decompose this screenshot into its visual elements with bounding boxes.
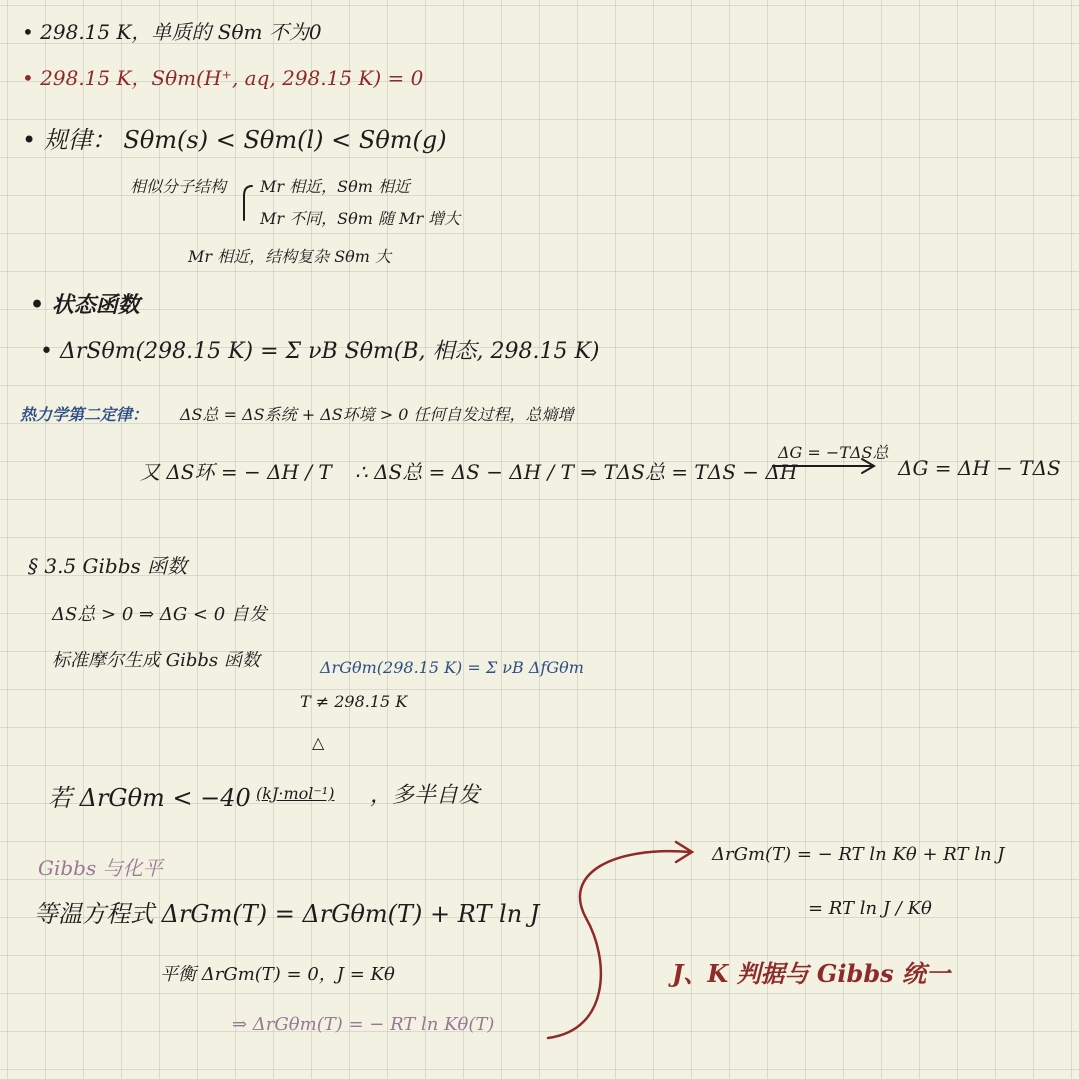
- note-surroundings-entropy: 又 ΔS环 = − ΔH / T: [140, 460, 332, 484]
- note-triangle-mark: △: [312, 733, 325, 752]
- note-similar-mr: Mr 相近，Sθm 相近: [260, 177, 410, 196]
- note-similar-structure: 相似分子结构: [130, 177, 227, 196]
- note-isotherm-ratio: = RT ln J / Kθ: [808, 898, 932, 919]
- note-nonstandard-temperature: T ≠ 298.15 K: [300, 692, 408, 711]
- note-reaction-entropy-formula: • ΔrSθm(298.15 K) = Σ νB Sθm(B, 相态, 298.15 K): [40, 339, 600, 364]
- note-gibbs-definition: ΔG = ΔH − TΔS: [898, 456, 1061, 480]
- note-equilibrium-condition: 平衡 ΔrGm(T) = 0，J = Kθ: [160, 964, 395, 985]
- note-gibbs-unit: (kJ·mol⁻¹): [256, 784, 335, 803]
- note-mostly-spontaneous: ，多半自发: [370, 783, 481, 808]
- note-line-entropy-rule: • 规律： Sθm(s) < Sθm(l) < Sθm(g): [22, 126, 447, 154]
- note-gibbs-threshold: 若 ΔrGθm < −40: [48, 784, 251, 812]
- note-standard-gibbs-equilibrium: ⇒ ΔrGθm(T) = − RT ln Kθ(T): [232, 1014, 495, 1035]
- note-section-gibbs-function: § 3.5 Gibbs 函数: [28, 554, 188, 578]
- note-isotherm-equation: 等温方程式 ΔrGm(T) = ΔrGθm(T) + RT ln J: [34, 900, 540, 928]
- note-gibbs-equilibrium-heading: Gibbs 与化平: [38, 856, 163, 880]
- note-second-law-heading: 热力学第二定律：: [20, 405, 149, 424]
- note-second-law-formula: ΔS总 = ΔS系统 + ΔS环境 > 0 任何自发过程，总熵增: [180, 405, 574, 424]
- note-jk-criterion-unified: J、K 判据与 Gibbs 统一: [672, 959, 950, 988]
- note-arrow-label: ΔG = −TΔS总: [778, 443, 889, 462]
- note-line-standard-entropy-elements: • 298.15 K，单质的 Sθm 不为0: [22, 20, 322, 44]
- bracket-stroke: [244, 186, 252, 220]
- note-total-entropy-derivation: ∴ ΔS总 = ΔS − ΔH / T ⇒ TΔS总 = TΔS − ΔH: [355, 460, 798, 484]
- note-different-mr: Mr 不同，Sθm 随 Mr 增大: [260, 209, 461, 228]
- note-isotherm-expanded: ΔrGm(T) = − RT ln Kθ + RT ln J: [712, 844, 1005, 865]
- note-line-hydrogen-ion-entropy: • 298.15 K，Sθm(H⁺, aq, 298.15 K) = 0: [22, 66, 424, 90]
- note-standard-formation-gibbs: 标准摩尔生成 Gibbs 函数: [52, 650, 260, 671]
- note-reaction-gibbs-formula: ΔrGθm(298.15 K) = Σ νB ΔfGθm: [320, 658, 584, 677]
- note-state-function: • 状态函数: [30, 292, 140, 318]
- note-spontaneity-criterion: ΔS总 > 0 ⇒ ΔG < 0 自发: [52, 604, 267, 625]
- red-curved-arrow-icon: [548, 851, 690, 1038]
- note-complex-structure: Mr 相近，结构复杂 Sθm 大: [188, 247, 392, 266]
